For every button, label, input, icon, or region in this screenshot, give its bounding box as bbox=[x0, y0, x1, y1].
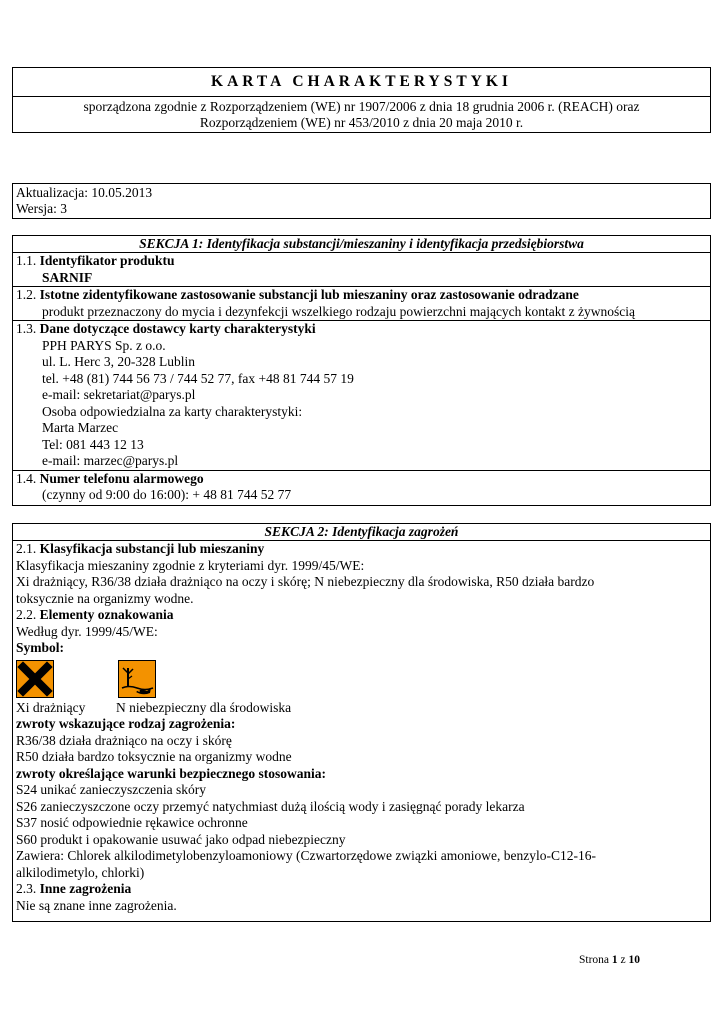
other-hazards: Nie są znane inne zagrożenia. bbox=[16, 897, 177, 913]
update-info-box bbox=[12, 183, 711, 219]
document-title-box bbox=[12, 67, 711, 133]
subtitle-line-1: sporządzona zgodnie z Rozporządzeniem (WE) nr 1907/2006 z dnia 18 grudnia 2006 r. (REACH) oraz bbox=[83, 99, 640, 114]
subsection-1-3 bbox=[13, 321, 710, 471]
subsection-title: Numer telefonu alarmowego bbox=[39, 470, 204, 486]
label-elements-line: Według dyr. 1999/45/WE: bbox=[16, 623, 158, 639]
update-date: Aktualizacja: 10.05.2013 bbox=[16, 185, 153, 200]
responsible-person-phone: Tel: 081 443 12 13 bbox=[42, 436, 144, 452]
supplier-company: PPH PARYS Sp. z o.o. bbox=[42, 337, 166, 353]
subsection-number: 1.1. bbox=[16, 253, 37, 268]
section-1-heading: SEKCJA 1: Identyfikacja substancji/mieszaniny i identyfikacja przedsiębiorstwa bbox=[13, 236, 710, 253]
subsection-number: 2.2. bbox=[16, 607, 37, 622]
section-2-heading: SEKCJA 2: Identyfikacja zagrożeń bbox=[13, 524, 710, 541]
subsection-title: Inne zagrożenia bbox=[39, 881, 132, 896]
subsection-number: 1.2. bbox=[16, 287, 37, 302]
supplier-phone: tel. +48 (81) 744 56 73 / 744 52 77, fax +48 81 744 57 19 bbox=[42, 370, 354, 386]
section-2-body bbox=[13, 541, 710, 914]
subsection-number: 2.1. bbox=[16, 541, 37, 556]
contains-line: alkilodimetylo, chlorki) bbox=[16, 864, 145, 880]
hazard-phrases-heading: zwroty wskazujące rodzaj zagrożenia: bbox=[16, 716, 236, 731]
environment-hazard-icon bbox=[118, 660, 156, 698]
symbol-label: Symbol: bbox=[16, 640, 65, 655]
page-number: Strona 1 z 10 bbox=[578, 954, 640, 966]
safety-phrase: S26 zanieczyszczone oczy przemyć natychmiast dużą ilością wody i zasięgnąć porady lekarza bbox=[16, 798, 525, 814]
subsection-title: Elementy oznakowania bbox=[39, 607, 174, 622]
emergency-phone: (czynny od 9:00 do 16:00): + 48 81 744 52 77 bbox=[42, 487, 292, 502]
subsection-title: Dane dotyczące dostawcy karty charakterystyki bbox=[39, 321, 316, 336]
contains-line: Zawiera: Chlorek alkilodimetylobenzyloamoniowy (Czwartorzędowe związki amoniowe, benzylo-C12-16- bbox=[16, 848, 596, 863]
classification-line: toksycznie na organizmy wodne. bbox=[16, 590, 194, 606]
irritant-x-icon bbox=[16, 660, 54, 698]
responsible-person-email: e-mail: marzec@parys.pl bbox=[42, 453, 179, 468]
supplier-email: e-mail: sekretariat@parys.pl bbox=[42, 387, 196, 402]
subsection-number: 1.3. bbox=[16, 321, 37, 336]
section-2 bbox=[12, 523, 711, 922]
symbol-captions bbox=[16, 700, 707, 717]
product-use: produkt przeznaczony do mycia i dezynfekcji wszelkiego rodzaju powierzchni mających kontakt z żywnością bbox=[42, 303, 636, 319]
subsection-1-4 bbox=[13, 471, 710, 504]
subsection-title: Identyfikator produktu bbox=[39, 253, 175, 268]
subsection-number: 1.4. bbox=[16, 470, 37, 486]
hazard-phrase: R36/38 działa drażniąco na oczy i skórę bbox=[16, 732, 232, 748]
product-identifier: SARNIF bbox=[42, 269, 93, 285]
responsible-person-label: Osoba odpowiedzialna za karty charakterystyki: bbox=[42, 403, 303, 419]
safety-phrase: S60 produkt i opakowanie usuwać jako odpad niebezpieczny bbox=[16, 831, 346, 847]
subsection-title: Istotne zidentyfikowane zastosowanie substancji lub mieszaniny oraz zastosowanie odradzane bbox=[39, 287, 579, 302]
classification-line: Klasyfikacja mieszaniny zgodnie z kryteriami dyr. 1999/45/WE: bbox=[16, 557, 365, 573]
subtitle-line-2: Rozporządzeniem (WE) nr 453/2010 z dnia 20 maja 2010 r. bbox=[199, 115, 524, 130]
classification-line: Xi drażniący, R36/38 działa drażniąco na oczy i skórę; N niebezpieczny dla środowiska, R50 działa bardzo bbox=[16, 574, 595, 589]
supplier-address: ul. L. Herc 3, 20-328 Lublin bbox=[42, 354, 195, 369]
symbol-caption-n: N niebezpieczny dla środowiska bbox=[116, 699, 292, 715]
hazard-phrase: R50 działa bardzo toksycznie na organizmy wodne bbox=[16, 749, 292, 764]
safety-phrases-heading: zwroty określające warunki bezpiecznego stosowania: bbox=[16, 765, 326, 781]
safety-phrase: S24 unikać zanieczyszczenia skóry bbox=[16, 782, 207, 797]
responsible-person-name: Marta Marzec bbox=[42, 420, 119, 435]
symbol-caption-xi: Xi drażniący bbox=[16, 699, 86, 715]
version: Wersja: 3 bbox=[16, 201, 68, 216]
subsection-number: 2.3. bbox=[16, 881, 37, 896]
document-title: KARTA CHARAKTERYSTYKI bbox=[13, 68, 710, 97]
safety-phrase: S37 nosić odpowiednie rękawice ochronne bbox=[16, 815, 248, 830]
subsection-title: Klasyfikacja substancji lub mieszaniny bbox=[39, 541, 265, 556]
subsection-1-2 bbox=[13, 287, 710, 321]
document-subtitle bbox=[13, 97, 710, 131]
subsection-1-1 bbox=[13, 253, 710, 287]
section-1 bbox=[12, 235, 711, 506]
hazard-symbols bbox=[16, 660, 707, 700]
